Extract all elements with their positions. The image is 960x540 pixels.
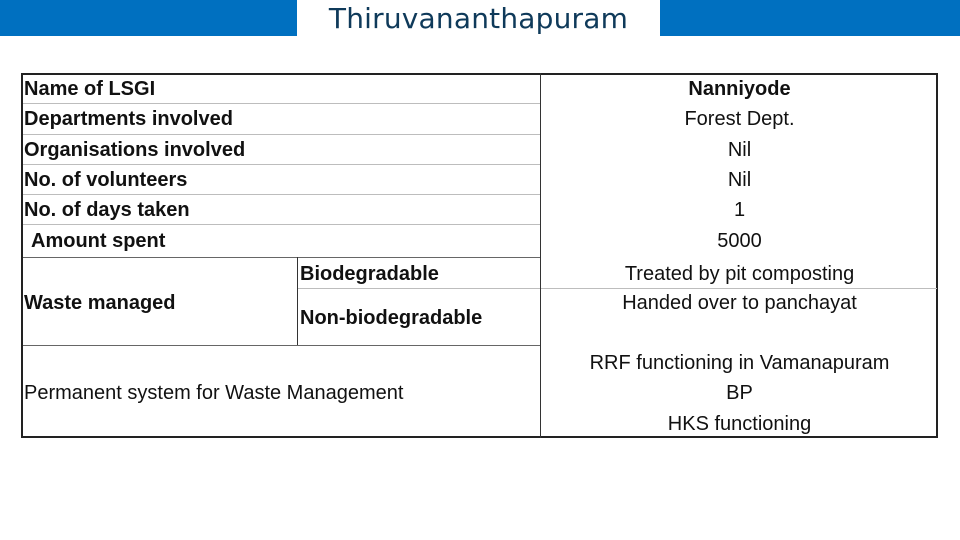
row-divider [23, 345, 540, 346]
sub-column-divider [297, 257, 298, 345]
value-permanent-line2: BP [726, 382, 753, 404]
label-waste-managed: Waste managed [24, 292, 176, 314]
title-box [297, 0, 660, 36]
row-divider [23, 194, 540, 195]
value-volunteers: Nil [727, 169, 752, 191]
label-lsgi: Name of LSGI [24, 78, 156, 100]
row-divider [23, 103, 540, 104]
value-lsgi: Nanniyode [688, 78, 791, 100]
value-permanent-line1: RRF functioning in Vamanapuram [589, 352, 890, 374]
value-organisations: Nil [727, 139, 752, 161]
label-organisations: Organisations involved [24, 139, 246, 161]
value-biodegradable: Treated by pit composting [624, 263, 855, 285]
label-permanent-system: Permanent system for Waste Management [24, 382, 404, 404]
page-title: Thiruvananthapuram [328, 1, 629, 35]
label-volunteers: No. of volunteers [24, 169, 188, 191]
label-departments: Departments involved [24, 108, 233, 130]
row-divider [23, 257, 540, 258]
label-non-biodegradable: Non-biodegradable [300, 307, 483, 329]
row-divider [541, 288, 937, 289]
label-biodegradable: Biodegradable [300, 263, 439, 285]
value-permanent-line3: HKS functioning [667, 413, 812, 435]
row-divider [297, 288, 540, 289]
row-divider [23, 134, 540, 135]
row-divider [23, 224, 540, 225]
value-departments: Forest Dept. [684, 108, 795, 130]
label-amount: Amount spent [31, 230, 166, 252]
row-divider [23, 164, 540, 165]
value-amount: 5000 [717, 230, 762, 252]
label-days: No. of days taken [24, 199, 190, 221]
value-non-biodegradable: Handed over to panchayat [622, 292, 857, 314]
value-days: 1 [733, 199, 746, 221]
